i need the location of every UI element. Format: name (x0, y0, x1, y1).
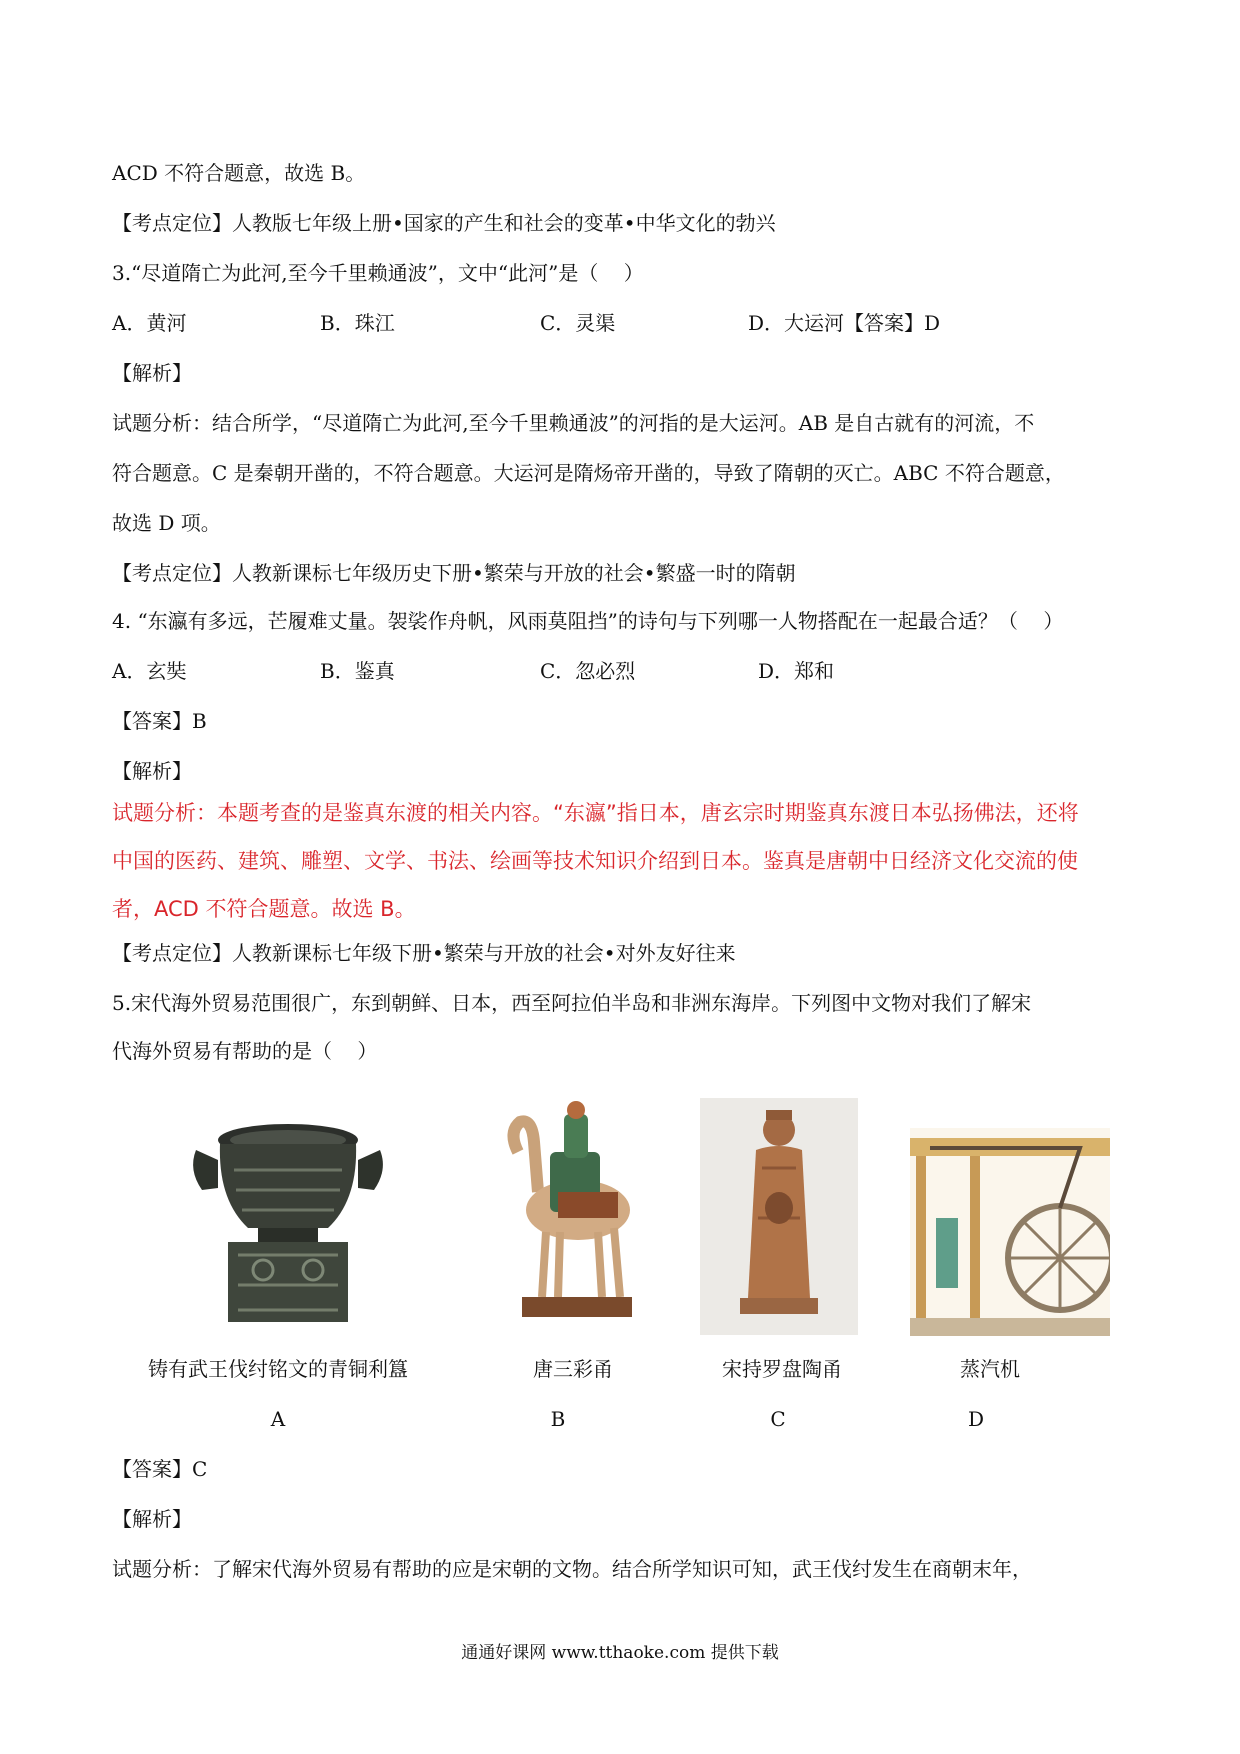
q4-option-b: B．鉴真 (320, 659, 395, 683)
question-4: 4. “东瀛有多远，芒履难丈量。袈裟作舟帆，风雨莫阻挡”的诗句与下列哪一人物搭配在一起最合适？（ ） (112, 609, 1064, 633)
analysis-3-line-2: 符合题意。C 是秦朝开凿的，不符合题意。大运河是隋炀帝开凿的，导致了隋朝的灭亡。ABC 不符合题意， (112, 461, 1065, 485)
analysis-4-line-3: 者，ACD 不符合题意。故选 B。 (112, 897, 416, 921)
steam-engine-image (910, 1128, 1110, 1336)
figure-a-letter: A (270, 1407, 286, 1431)
answer-5: 【答案】C (112, 1457, 208, 1481)
question-3: 3.“尽道隋亡为此河,至今千里赖通波”，文中“此河”是（ ） (112, 261, 644, 285)
analysis-4-line-2: 中国的医药、建筑、雕塑、文学、书法、绘画等技术知识介绍到日本。鉴真是唐朝中日经济文化交流的使 (112, 849, 1078, 873)
q4-option-a: A．玄奘 (112, 659, 187, 683)
figure-d-caption: 蒸汽机 (960, 1357, 1020, 1381)
q3-option-a: A．黄河 (112, 311, 187, 335)
q4-option-c: C．忽必烈 (540, 659, 636, 683)
analysis-4-line-1: 试题分析：本题考查的是鉴真东渡的相关内容。“东瀛”指日本，唐玄宗时期鉴真东渡日本弘扬佛法，还将 (112, 801, 1079, 825)
q4-option-d: D．郑和 (758, 659, 835, 683)
q3-option-b: B．珠江 (320, 311, 395, 335)
song-compass-figurine-image (700, 1098, 858, 1335)
question-5-line-2: 代海外贸易有帮助的是（ ） (112, 1039, 378, 1063)
answer-4: 【答案】B (112, 709, 207, 733)
q3-option-d: D．大运河【答案】D (748, 311, 941, 335)
figure-c-caption: 宋持罗盘陶甬 (722, 1357, 842, 1381)
topic-line-3: 【考点定位】人教新课标七年级历史下册•繁荣与开放的社会•繁盛一时的隋朝 (112, 561, 796, 585)
question-5-line-1: 5.宋代海外贸易范围很广，东到朝鲜、日本，西至阿拉伯半岛和非洲东海岸。下列图中文物对我们了解宋 (112, 991, 1032, 1015)
figure-d-letter: D (967, 1407, 985, 1431)
analysis-label-3: 【解析】 (112, 361, 192, 385)
analysis-3-line-1: 试题分析：结合所学，“尽道隋亡为此河,至今千里赖通波”的河指的是大运河。AB 是自古就有的河流，不 (112, 411, 1035, 435)
l1: ACD 不符合题意，故选 B。 (112, 161, 366, 185)
figure-c-letter: C (770, 1407, 786, 1431)
analysis-label-5: 【解析】 (112, 1507, 192, 1531)
bronze-gui-vessel-image (188, 1110, 388, 1325)
analysis-5-line-1: 试题分析：了解宋代海外贸易有帮助的应是宋朝的文物。结合所学知识可知，武王伐纣发生在商朝末年， (112, 1557, 1032, 1581)
q3-option-c: C．灵渠 (540, 311, 616, 335)
page-footer: 通通好课网 www.tthaoke.com 提供下载 (461, 1643, 779, 1663)
figure-a-caption: 铸有武王伐纣铭文的青铜利簋 (148, 1357, 408, 1381)
figure-b-caption: 唐三彩甬 (533, 1357, 613, 1381)
topic-line-1: 【考点定位】人教版七年级上册•国家的产生和社会的变革•中华文化的勃兴 (112, 211, 776, 235)
figure-b-letter: B (550, 1407, 566, 1431)
analysis-label-4: 【解析】 (112, 759, 192, 783)
analysis-3-line-3: 故选 D 项。 (112, 511, 221, 535)
topic-line-4: 【考点定位】人教新课标七年级下册•繁荣与开放的社会•对外友好往来 (112, 941, 736, 965)
tang-sancai-camel-image (498, 1092, 648, 1330)
